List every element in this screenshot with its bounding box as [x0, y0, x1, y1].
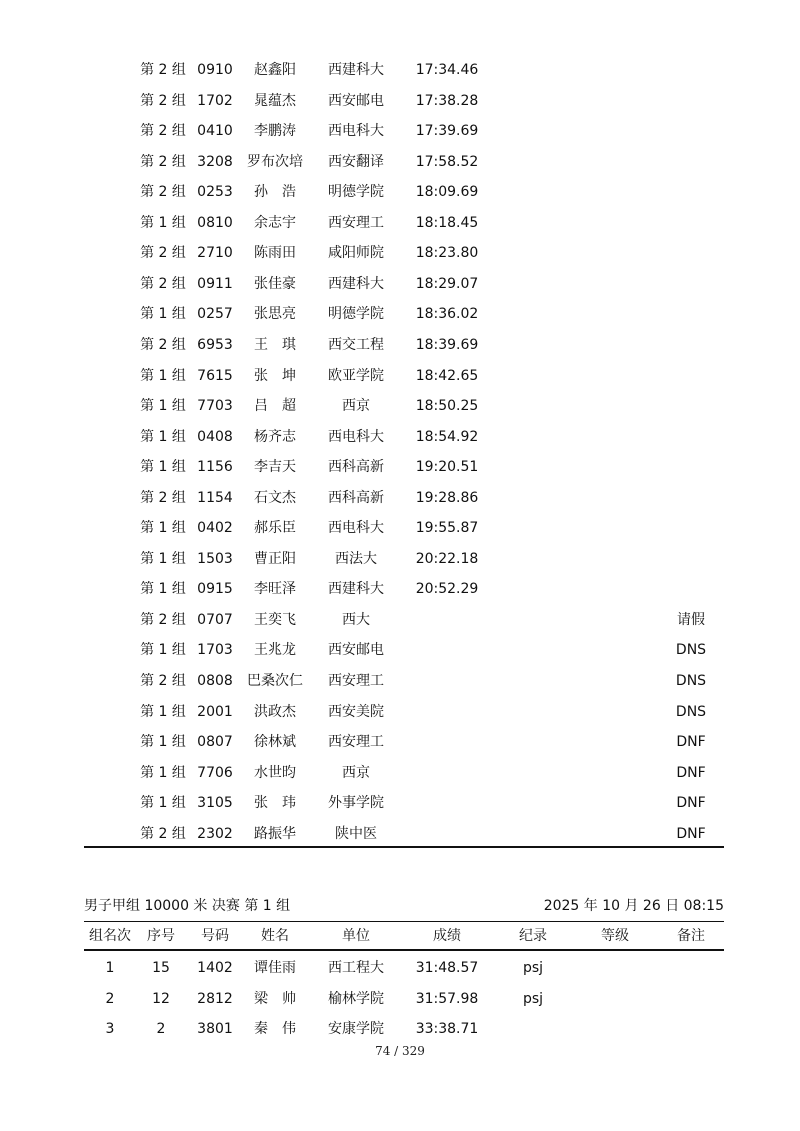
table-row: [0, 577, 800, 601]
cell-result: 18:29.07: [415, 275, 479, 292]
cell-bib: 1503: [197, 550, 233, 567]
cell-bib: 0257: [197, 306, 233, 323]
table-row: [0, 302, 800, 326]
header-result: 成绩: [433, 928, 461, 944]
cell-name: 谭佳雨: [254, 960, 296, 976]
cell-bib: 0808: [197, 673, 233, 689]
section-title: 男子甲组 10000 米 决赛 第 1 组: [84, 898, 291, 914]
cell-bib: 6953: [197, 336, 233, 353]
header-place: 组名次: [89, 928, 131, 944]
cell-group: 第 1 组: [140, 214, 186, 231]
cell-bib: 0915: [197, 581, 233, 598]
cell-result: 18:23.80: [415, 245, 479, 262]
cell-unit: 西安理工: [328, 673, 384, 689]
cell-name: 徐林斌: [254, 734, 296, 751]
cell-name: 罗布次培: [247, 153, 303, 170]
cell-bib: 3105: [197, 795, 233, 812]
cell-unit: 西安美院: [328, 703, 384, 720]
cell-unit: 咸阳师院: [328, 245, 384, 262]
cell-name: 王兆龙: [254, 642, 296, 659]
cell-group: 第 1 组: [140, 795, 186, 812]
cell-result: 18:36.02: [415, 306, 479, 323]
cell-group: 第 1 组: [140, 306, 186, 323]
cell-name: 洪政杰: [254, 703, 296, 720]
table-row: [0, 333, 800, 357]
cell-group: 第 2 组: [140, 489, 186, 506]
table-row: [0, 425, 800, 449]
cell-unit: 西建科大: [328, 62, 384, 78]
cell-group: 第 2 组: [140, 611, 186, 628]
cell-result: 19:20.51: [415, 459, 479, 476]
cell-result: 19:28.86: [415, 489, 479, 506]
table-row: [0, 241, 800, 265]
header-bib: 号码: [201, 928, 229, 944]
cell-result: 18:39.69: [415, 336, 479, 353]
table-row: [0, 638, 800, 662]
cell-bib: 1402: [197, 960, 233, 976]
table-row: [0, 987, 800, 1011]
header-name: 姓名: [261, 928, 289, 944]
cell-name: 路振华: [254, 825, 296, 842]
cell-name: 张佳豪: [254, 275, 296, 292]
table-row: [0, 394, 800, 418]
cell-unit: 西建科大: [328, 275, 384, 292]
cell-unit: 外事学院: [328, 795, 384, 812]
cell-bib: 2812: [197, 990, 233, 1007]
cell-unit: 西科高新: [328, 489, 384, 506]
table-row: [0, 700, 800, 724]
cell-bib: 0810: [197, 214, 233, 231]
cell-bib: 2710: [197, 245, 233, 262]
cell-bib: 1702: [197, 92, 233, 109]
table-row: [0, 608, 800, 632]
table-row: [0, 761, 800, 785]
cell-unit: 西安理工: [328, 214, 384, 231]
cell-name: 巴桑次仁: [247, 673, 303, 689]
cell-group: 第 2 组: [140, 62, 186, 78]
table-row: [0, 547, 800, 571]
cell-group: 第 2 组: [140, 275, 186, 292]
cell-result: 33:38.71: [415, 1021, 479, 1037]
cell-name: 王奕飞: [254, 611, 296, 628]
table-row: [0, 272, 800, 296]
cell-result: 17:34.46: [415, 62, 479, 78]
cell-name: 张 玮: [254, 795, 296, 812]
cell-group: 第 2 组: [140, 673, 186, 689]
cell-result: 20:52.29: [415, 581, 479, 598]
cell-group: 第 2 组: [140, 92, 186, 109]
cell-bib: 0410: [197, 123, 233, 140]
cell-unit: 西工程大: [328, 960, 384, 976]
cell-remark: DNF: [676, 825, 706, 842]
cell-result: 18:42.65: [415, 367, 479, 384]
cell-record: psj: [522, 990, 544, 1007]
cell-remark: DNF: [676, 734, 706, 751]
cell-unit: 西法大: [335, 550, 377, 567]
cell-result: 18:18.45: [415, 214, 479, 231]
cell-remark: DNS: [675, 703, 707, 720]
table-row: [0, 58, 800, 82]
cell-bib: 0408: [197, 428, 233, 445]
cell-result: 17:38.28: [415, 92, 479, 109]
cell-group: 第 1 组: [140, 428, 186, 445]
cell-seq: 15: [152, 960, 170, 976]
cell-name: 张 坤: [254, 367, 296, 384]
cell-name: 曹正阳: [254, 550, 296, 567]
cell-unit: 西安翻译: [328, 153, 384, 170]
cell-name: 赵鑫阳: [254, 62, 296, 78]
cell-group: 第 2 组: [140, 825, 186, 842]
cell-name: 王 琪: [254, 336, 296, 353]
cell-record: psj: [522, 960, 544, 976]
table-row: [0, 822, 800, 846]
cell-name: 李吉天: [254, 459, 296, 476]
cell-unit: 西京: [342, 764, 370, 781]
cell-group: 第 1 组: [140, 581, 186, 598]
cell-name: 张思亮: [254, 306, 296, 323]
cell-place: 2: [105, 990, 115, 1007]
cell-bib: 1156: [197, 459, 233, 476]
cell-name: 秦 伟: [254, 1021, 296, 1037]
cell-unit: 西京: [342, 398, 370, 415]
cell-bib: 7703: [197, 398, 233, 415]
header-top-rule: [84, 921, 724, 922]
table-row: [0, 180, 800, 204]
cell-unit: 安康学院: [328, 1021, 384, 1037]
cell-unit: 西大: [342, 611, 370, 628]
page-number: 74 / 329: [375, 1044, 425, 1058]
cell-name: 杨齐志: [254, 428, 296, 445]
cell-group: 第 2 组: [140, 153, 186, 170]
cell-unit: 西安邮电: [328, 92, 384, 109]
cell-remark: DNF: [676, 795, 706, 812]
cell-remark: DNS: [675, 673, 707, 689]
table-row: [0, 455, 800, 479]
cell-unit: 西电科大: [328, 520, 384, 537]
table-row: [0, 730, 800, 754]
table-row: [0, 364, 800, 388]
cell-result: 20:22.18: [415, 550, 479, 567]
cell-group: 第 1 组: [140, 398, 186, 415]
cell-group: 第 1 组: [140, 642, 186, 659]
cell-name: 陈雨田: [254, 245, 296, 262]
cell-bib: 2001: [197, 703, 233, 720]
cell-name: 李鹏涛: [254, 123, 296, 140]
cell-unit: 西电科大: [328, 428, 384, 445]
header-record: 纪录: [519, 928, 547, 944]
cell-bib: 1703: [197, 642, 233, 659]
cell-place: 1: [105, 960, 115, 976]
cell-group: 第 2 组: [140, 184, 186, 201]
header-bottom-rule: [84, 949, 724, 951]
cell-unit: 西安邮电: [328, 642, 384, 659]
cell-seq: 12: [152, 990, 170, 1007]
cell-group: 第 1 组: [140, 367, 186, 384]
cell-bib: 7615: [197, 367, 233, 384]
table-row: [0, 1017, 800, 1041]
cell-bib: 3801: [197, 1021, 233, 1037]
cell-group: 第 2 组: [140, 336, 186, 353]
header-grade: 等级: [601, 928, 629, 944]
table-header: [0, 924, 800, 948]
cell-name: 石文杰: [254, 489, 296, 506]
cell-group: 第 1 组: [140, 764, 186, 781]
cell-bib: 7706: [197, 764, 233, 781]
table-row: [0, 791, 800, 815]
cell-unit: 西建科大: [328, 581, 384, 598]
cell-result: 17:58.52: [415, 153, 479, 170]
table-row: [0, 150, 800, 174]
cell-group: 第 2 组: [140, 123, 186, 140]
cell-bib: 0402: [197, 520, 233, 537]
cell-bib: 2302: [197, 825, 233, 842]
cell-group: 第 1 组: [140, 734, 186, 751]
cell-bib: 0707: [197, 611, 233, 628]
cell-name: 梁 帅: [254, 990, 296, 1007]
cell-name: 李旺泽: [254, 581, 296, 598]
cell-bib: 0911: [197, 275, 233, 292]
cell-bib: 0253: [197, 184, 233, 201]
cell-remark: DNF: [676, 764, 706, 781]
table-row: [0, 516, 800, 540]
cell-name: 水世昀: [254, 764, 296, 781]
cell-place: 3: [105, 1021, 115, 1037]
table-row: [0, 669, 800, 693]
cell-group: 第 2 组: [140, 245, 186, 262]
table-row: [0, 211, 800, 235]
cell-name: 余志宇: [254, 214, 296, 231]
cell-name: 郝乐臣: [254, 520, 296, 537]
cell-result: 18:54.92: [415, 428, 479, 445]
cell-group: 第 1 组: [140, 703, 186, 720]
cell-unit: 榆林学院: [328, 990, 384, 1007]
cell-result: 31:48.57: [415, 960, 479, 976]
table-row: [0, 119, 800, 143]
cell-result: 17:39.69: [415, 123, 479, 140]
cell-remark: 请假: [677, 611, 705, 628]
table-row: [0, 89, 800, 113]
cell-unit: 西交工程: [328, 336, 384, 353]
cell-result: 18:09.69: [415, 184, 479, 201]
header-remark: 备注: [677, 928, 705, 944]
cell-group: 第 1 组: [140, 520, 186, 537]
table-row: [0, 486, 800, 510]
cell-seq: 2: [156, 1021, 166, 1037]
header-seq: 序号: [147, 928, 175, 944]
header-unit: 单位: [342, 928, 370, 944]
cell-name: 吕 超: [254, 398, 296, 415]
cell-bib: 1154: [197, 489, 233, 506]
cell-result: 19:55.87: [415, 520, 479, 537]
table-row: [0, 956, 800, 980]
cell-result: 18:50.25: [415, 398, 479, 415]
cell-unit: 明德学院: [328, 184, 384, 201]
cell-bib: 0807: [197, 734, 233, 751]
cell-bib: 3208: [197, 153, 233, 170]
cell-unit: 明德学院: [328, 306, 384, 323]
cell-unit: 西科高新: [328, 459, 384, 476]
cell-group: 第 1 组: [140, 550, 186, 567]
section-datetime: 2025 年 10 月 26 日 08:15: [543, 898, 724, 914]
cell-unit: 欧亚学院: [328, 367, 384, 384]
cell-group: 第 1 组: [140, 459, 186, 476]
cell-unit: 西电科大: [328, 123, 384, 140]
cell-unit: 陕中医: [335, 825, 377, 842]
cell-name: 孙 浩: [254, 184, 296, 201]
cell-name: 晁蕴杰: [254, 92, 296, 109]
cell-result: 31:57.98: [415, 990, 479, 1007]
cell-unit: 西安理工: [328, 734, 384, 751]
table-bottom-rule: [84, 846, 724, 848]
cell-remark: DNS: [675, 642, 707, 659]
cell-bib: 0910: [197, 62, 233, 78]
